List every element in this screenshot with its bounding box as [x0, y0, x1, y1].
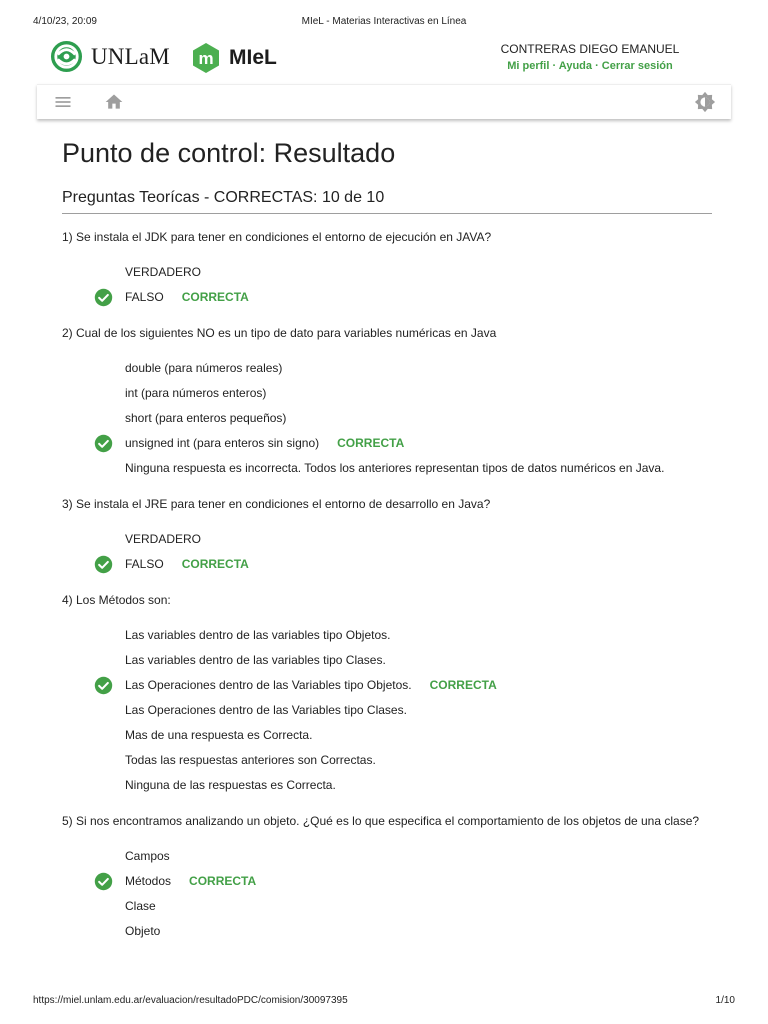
answer-text: double (para números reales) [125, 361, 283, 375]
section-title: Preguntas Teorícas - CORRECTAS: 10 de 10 [62, 189, 712, 214]
answer-text: Métodos [125, 874, 172, 888]
question-text: 5) Si nos encontramos analizando un objeto. ¿Qué es lo que especifica el comportamiento de los objetos de una clase? [62, 814, 700, 828]
miel-logo[interactable] [190, 42, 277, 74]
answer-text: Las variables dentro de las variables tipo Clases. [125, 653, 386, 667]
answer-option [62, 844, 712, 869]
answer-list [62, 356, 712, 481]
answer-option-correct [62, 869, 712, 894]
answer-text: FALSO [125, 290, 164, 304]
check-circle-icon [94, 676, 113, 695]
brightness-icon [694, 91, 716, 113]
answer-option-correct [62, 673, 712, 698]
answer-option [62, 623, 712, 648]
answer-option [62, 919, 712, 944]
answer-list [62, 260, 712, 310]
answer-text: VERDADERO [125, 265, 202, 279]
question-block [62, 812, 712, 944]
answer-option [62, 698, 712, 723]
menu-icon [53, 92, 73, 112]
correct-badge: CORRECTA [181, 290, 249, 304]
home-button[interactable] [102, 90, 126, 114]
print-page-number: 1/10 [715, 995, 735, 1006]
answer-option [62, 381, 712, 406]
answer-text: Campos [125, 849, 170, 863]
answer-text: Ninguna respuesta es incorrecta. Todos los anteriores representan tipos de datos numéricos en Java. [125, 461, 665, 475]
answer-list [62, 844, 712, 944]
answer-text: Ninguna de las respuestas es Correcta. [125, 778, 336, 792]
brand-header [50, 40, 728, 80]
answer-text: Las variables dentro de las variables tipo Objetos. [125, 628, 391, 642]
answer-option [62, 456, 712, 481]
toolbar [37, 84, 731, 119]
answer-text: int (para números enteros) [125, 386, 267, 400]
question-block [62, 324, 712, 481]
profile-link[interactable]: Mi perfil [507, 60, 550, 72]
answer-list [62, 527, 712, 577]
answer-text: Las Operaciones dentro de las Variables tipo Clases. [125, 703, 407, 717]
answer-option-correct [62, 285, 712, 310]
home-icon [104, 92, 124, 112]
question-block [62, 591, 712, 798]
question-list [62, 228, 712, 944]
answer-option [62, 406, 712, 431]
question-text: 1) Se instala el JDK para tener en condiciones el entorno de ejecución en JAVA? [62, 230, 492, 244]
answer-text: short (para enteros pequeños) [125, 411, 287, 425]
question-text: 2) Cual de los siguientes NO es un tipo de dato para variables numéricas en Java [62, 326, 497, 340]
answer-option [62, 527, 712, 552]
answer-option [62, 260, 712, 285]
help-link[interactable]: Ayuda [558, 60, 593, 72]
miel-hexagon-icon [190, 42, 222, 74]
answer-text: Las Operaciones dentro de las Variables tipo Objetos. [125, 678, 412, 692]
user-block [490, 42, 690, 72]
question-text: 4) Los Métodos son: [62, 593, 171, 607]
main-content [62, 130, 712, 944]
answer-option [62, 894, 712, 919]
answer-option [62, 748, 712, 773]
logout-link[interactable]: Cerrar sesión [601, 60, 673, 72]
correct-badge: CORRECTA [189, 874, 257, 888]
unlam-logo[interactable] [50, 40, 170, 73]
menu-button[interactable] [51, 90, 75, 114]
check-circle-icon [94, 555, 113, 574]
answer-list [62, 623, 712, 798]
answer-option [62, 773, 712, 798]
question-text: 3) Se instala el JRE para tener en condiciones el entorno de desarrollo en Java? [62, 497, 491, 511]
answer-option [62, 723, 712, 748]
answer-text: unsigned int (para enteros sin signo) [125, 436, 320, 450]
question-block [62, 495, 712, 577]
answer-option [62, 648, 712, 673]
answer-option-correct [62, 552, 712, 577]
answer-option-correct [62, 431, 712, 456]
correct-badge: CORRECTA [181, 557, 249, 571]
page-title: Punto de control: Resultado [62, 138, 396, 168]
check-circle-icon [94, 288, 113, 307]
answer-text: Mas de una respuesta es Correcta. [125, 728, 313, 742]
correct-badge: CORRECTA [429, 678, 497, 692]
user-name: CONTRERAS DIEGO EMANUEL [500, 42, 680, 56]
user-links: Mi perfil · Ayuda · Cerrar sesión [507, 60, 673, 72]
answer-text: VERDADERO [125, 532, 202, 546]
unlam-emblem-icon [50, 40, 83, 73]
print-datetime: 4/10/23, 20:09 [33, 16, 97, 27]
svg-text:m: m [198, 49, 214, 68]
unlam-wordmark: UNLaM [91, 43, 170, 69]
answer-text: Clase [125, 899, 156, 913]
check-circle-icon [94, 434, 113, 453]
check-circle-icon [94, 872, 113, 891]
answer-text: FALSO [125, 557, 164, 571]
answer-text: Objeto [125, 924, 161, 938]
correct-badge: CORRECTA [337, 436, 405, 450]
question-block [62, 228, 712, 310]
miel-wordmark: MIeL [229, 46, 277, 69]
answer-text: Todas las respuestas anteriores son Correctas. [125, 753, 376, 767]
print-title: MIeL - Materias Interactivas en Línea [301, 16, 467, 27]
theme-toggle-button[interactable] [693, 90, 717, 114]
answer-option [62, 356, 712, 381]
print-url: https://miel.unlam.edu.ar/evaluacion/resultadoPDC/comision/30097395 [33, 995, 348, 1006]
